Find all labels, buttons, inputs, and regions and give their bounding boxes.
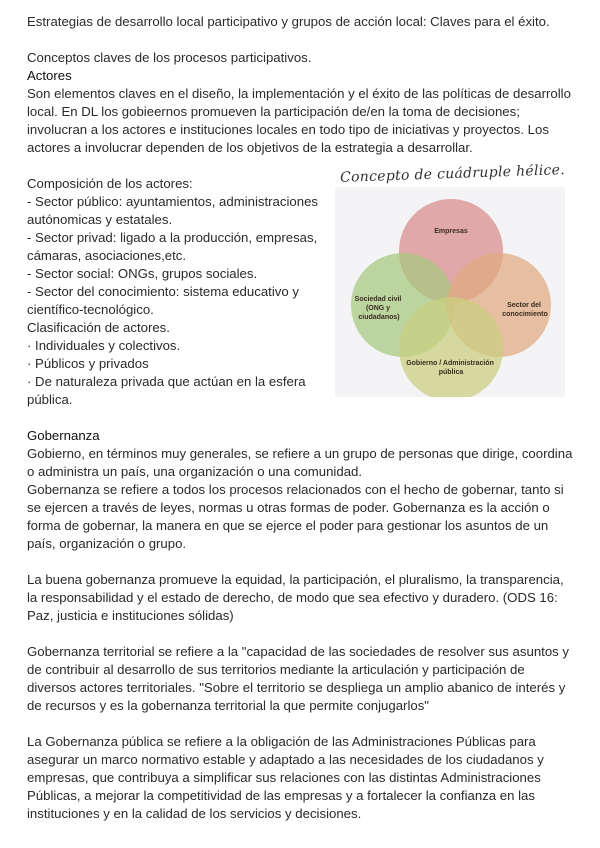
gobernanza-paragraph-1: Gobierno, en términos muy generales, se refiere a un grupo de personas que dirige, coordina o administra un país, una organización o una comunidad. <box>27 446 573 479</box>
gobernanza-paragraph-3: La buena gobernanza promueve la equidad, la participación, el pluralismo, la transparencia, la responsabilidad y el estado de derecho, de modo que sea efectivo y duradero. (ODS 16: Paz, justicia e instituciones sólidas) <box>27 572 564 623</box>
composicion-heading: Composición de los actores: <box>27 176 193 191</box>
document-page <box>27 13 575 823</box>
clasificacion-heading: Clasificación de actores. <box>27 320 170 335</box>
gobernanza-paragraph-2: Gobernanza se refiere a todos los procesos relacionados con el hecho de gobernar, tanto si se ejercen a través de leyes, normas u otras formas de poder. Gobernanza es la acción o forma de gobernar, la manera en que se ejerce el poder para gestionar los asuntos de un país, organización o grupo. <box>27 482 564 551</box>
venn-label-empresas: Empresas <box>434 228 468 235</box>
composicion-item: - Sector social: ONGs, grupos sociales. <box>27 266 258 281</box>
composicion-section <box>27 162 575 409</box>
actores-paragraph: Son elementos claves en el diseño, la implementación y el éxito de las políticas de desarrollo local. En DL los gobieernos promueven la participación de/en la toma de decisiones; involucran a los actores e instituciones locales en todo tipo de iniciativas y proyectos. Los actores a involucrar dependen de los objetivos de la estrategia a desarrollar. <box>27 86 571 155</box>
document-title: Estrategias de desarrollo local participativo y grupos de acción local: Claves para el éxito. <box>27 14 550 29</box>
conceptos-heading: Conceptos claves de los procesos participativos. <box>27 50 312 65</box>
gobernanza-heading: Gobernanza <box>27 428 100 443</box>
gobernanza-paragraph-5: La Gobernanza pública se refiere a la obligación de las Administraciones Públicas para asegurar un marco normativo estable y adaptado a las necesidades de los ciudadanos y empresas, que contribuya a simplificar sus relaciones con las distintas Administraciones Públicas, a mejorar la competitividad de las empresas y a fortalecer la confianza en las instituciones y en la calidad de los servicios y decisiones. <box>27 734 544 821</box>
clasificacion-item: · De naturaleza privada que actúan en la esfera pública. <box>27 374 306 407</box>
venn-label-line: Sociedad civil <box>354 296 402 303</box>
clasificacion-item: · Individuales y colectivos. <box>27 338 181 353</box>
venn-label-line: Gobierno / Administración <box>406 360 494 367</box>
composicion-item: - Sector del conocimiento: sistema educativo y científico-tecnológico. <box>27 284 299 317</box>
venn-svg <box>335 187 565 397</box>
composicion-text <box>27 175 327 409</box>
clasificacion-item: · Públicos y privados <box>27 356 149 371</box>
actores-heading: Actores <box>27 68 72 83</box>
composicion-item: - Sector privad: ligado a la producción, empresas, cámaras, asociaciones,etc. <box>27 230 318 263</box>
venn-label-line: conocimiento <box>502 311 548 318</box>
quadruple-helix-diagram <box>335 187 565 397</box>
venn-label-line: pública <box>438 369 464 376</box>
gobernanza-paragraph-4: Gobernanza territorial se refiere a la "capacidad de las sociedades de resolver sus asuntos y de contribuir al desarrollo de sus territorios mediante la articulación y participación de diversos actores territoriales. "Sobre el territorio se despliega un amplio abanico de interés y de recursos y es la gobernanza territorial la que permite conjugarlos" <box>27 644 570 713</box>
venn-circle-gobierno <box>399 297 503 397</box>
venn-label-line: (ONG y <box>365 305 391 312</box>
composicion-item: - Sector público: ayuntamientos, administraciones autónomicas y estatales. <box>27 194 319 227</box>
venn-label-line: ciudadanos) <box>358 314 400 321</box>
venn-label-line: Sector del <box>507 302 541 309</box>
handwritten-note: Concepto de cuádruple hélice. <box>339 162 566 186</box>
